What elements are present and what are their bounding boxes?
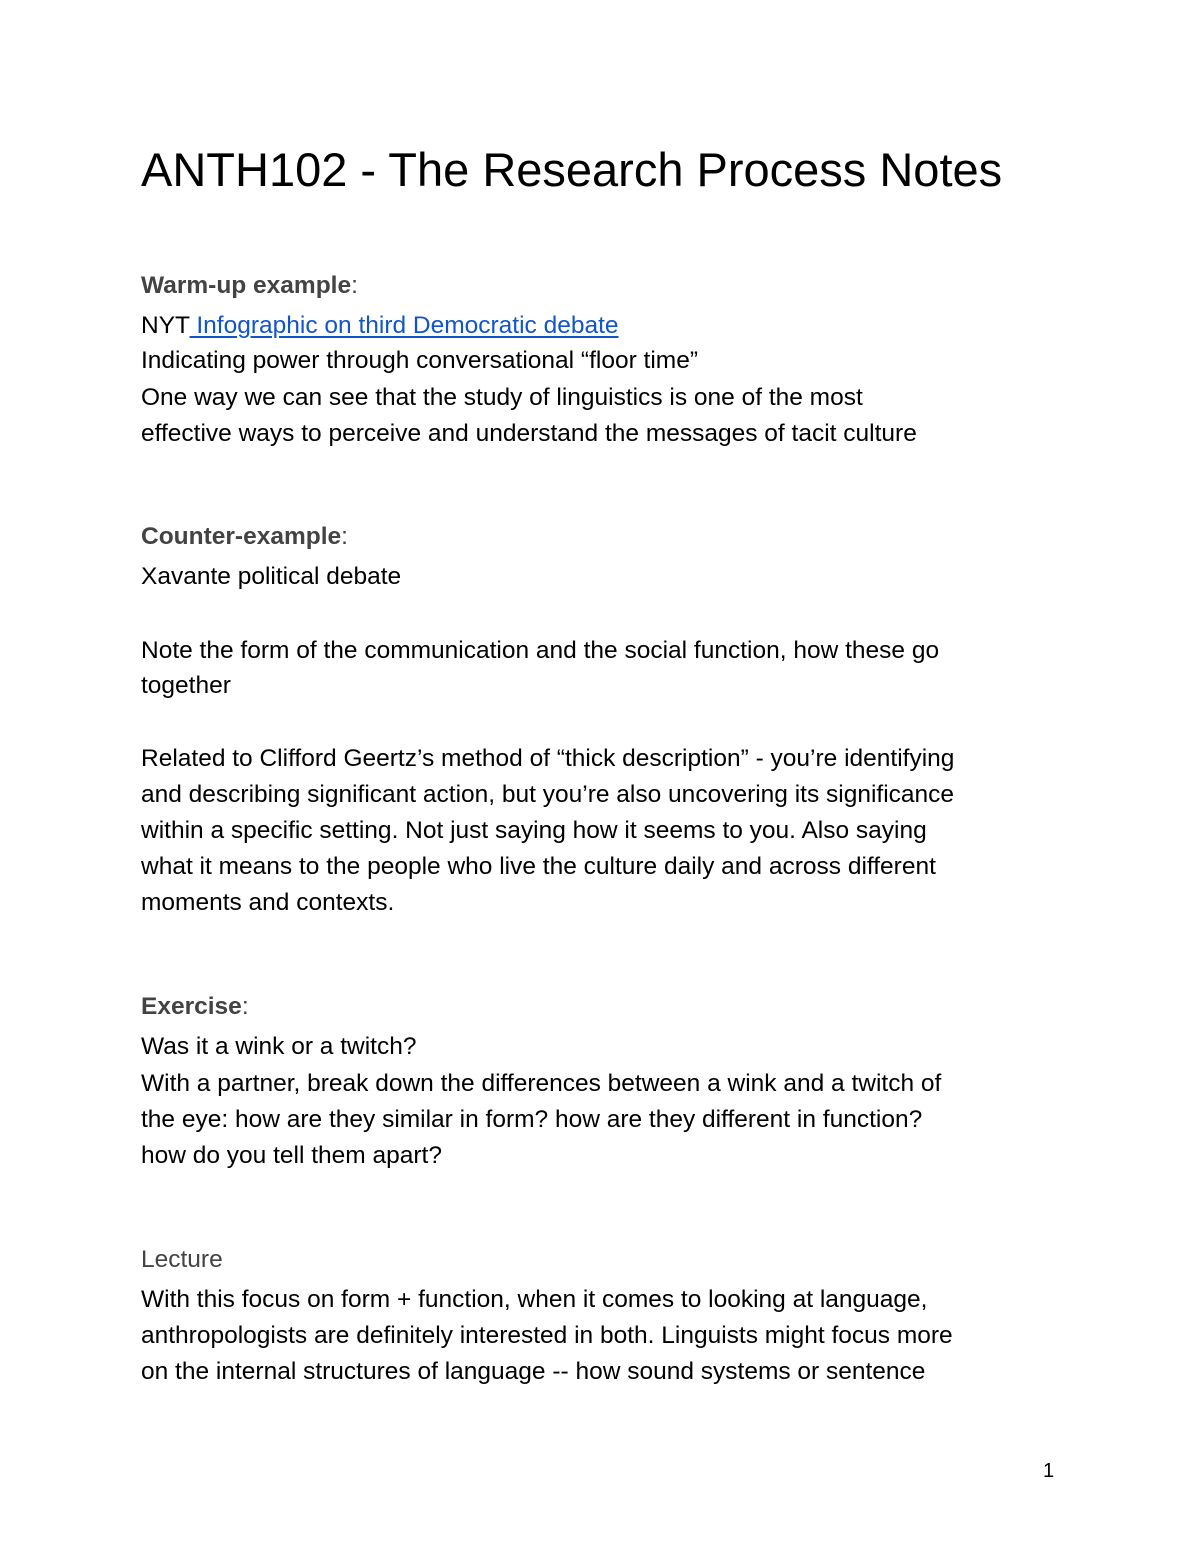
- warmup-heading-line: [141, 268, 358, 304]
- exercise-line: the eye: how are they similar in form? how are they different in function?: [141, 1106, 923, 1133]
- exercise-heading-line: [141, 989, 249, 1025]
- counter-heading-colon: :: [341, 523, 348, 550]
- exercise-heading: Exercise: [141, 993, 242, 1020]
- warmup-source-line: [141, 308, 619, 344]
- geertz-line: Related to Clifford Geertz’s method of “thick description” - you’re identifying: [141, 745, 955, 772]
- note-line: together: [141, 672, 231, 699]
- page-number: 1: [1043, 1460, 1055, 1482]
- counter-line: Xavante political debate: [141, 563, 402, 590]
- lecture-heading-line: [141, 1242, 223, 1278]
- geertz-line: what it means to the people who live the culture daily and across different: [141, 853, 936, 880]
- lecture-line: With this focus on form + function, when it comes to looking at language,: [141, 1286, 928, 1313]
- geertz-line: within a specific setting. Not just saying how it seems to you. Also saying: [141, 817, 927, 844]
- counter-heading-line: [141, 519, 348, 555]
- warmup-heading: Warm-up example: [141, 272, 352, 299]
- counter-heading: Counter-example: [141, 523, 342, 550]
- infographic-link[interactable]: Infographic on third Democratic debate: [189, 312, 619, 339]
- warmup-line: effective ways to perceive and understand the messages of tacit culture: [141, 420, 917, 447]
- lecture-line: anthropologists are definitely interested in both. Linguists might focus more: [141, 1322, 953, 1349]
- geertz-line: and describing significant action, but you’re also uncovering its significance: [141, 781, 955, 808]
- source-prefix: NYT: [141, 312, 190, 339]
- exercise-heading-colon: :: [241, 993, 249, 1020]
- lecture-line: on the internal structures of language -- how sound systems or sentence: [141, 1358, 926, 1385]
- warmup-line: Indicating power through conversational “floor time”: [141, 347, 698, 374]
- exercise-line: With a partner, break down the differences between a wink and a twitch of: [141, 1070, 942, 1097]
- document-title: ANTH102 - The Research Process Notes: [141, 143, 1003, 196]
- note-line: Note the form of the communication and the social function, how these go: [141, 637, 940, 664]
- geertz-line: moments and contexts.: [141, 889, 395, 916]
- warmup-heading-colon: :: [351, 272, 358, 299]
- warmup-line: One way we can see that the study of linguistics is one of the most: [141, 384, 863, 411]
- lecture-heading: Lecture: [141, 1246, 223, 1273]
- exercise-line: how do you tell them apart?: [141, 1142, 442, 1169]
- exercise-line: Was it a wink or a twitch?: [141, 1033, 417, 1060]
